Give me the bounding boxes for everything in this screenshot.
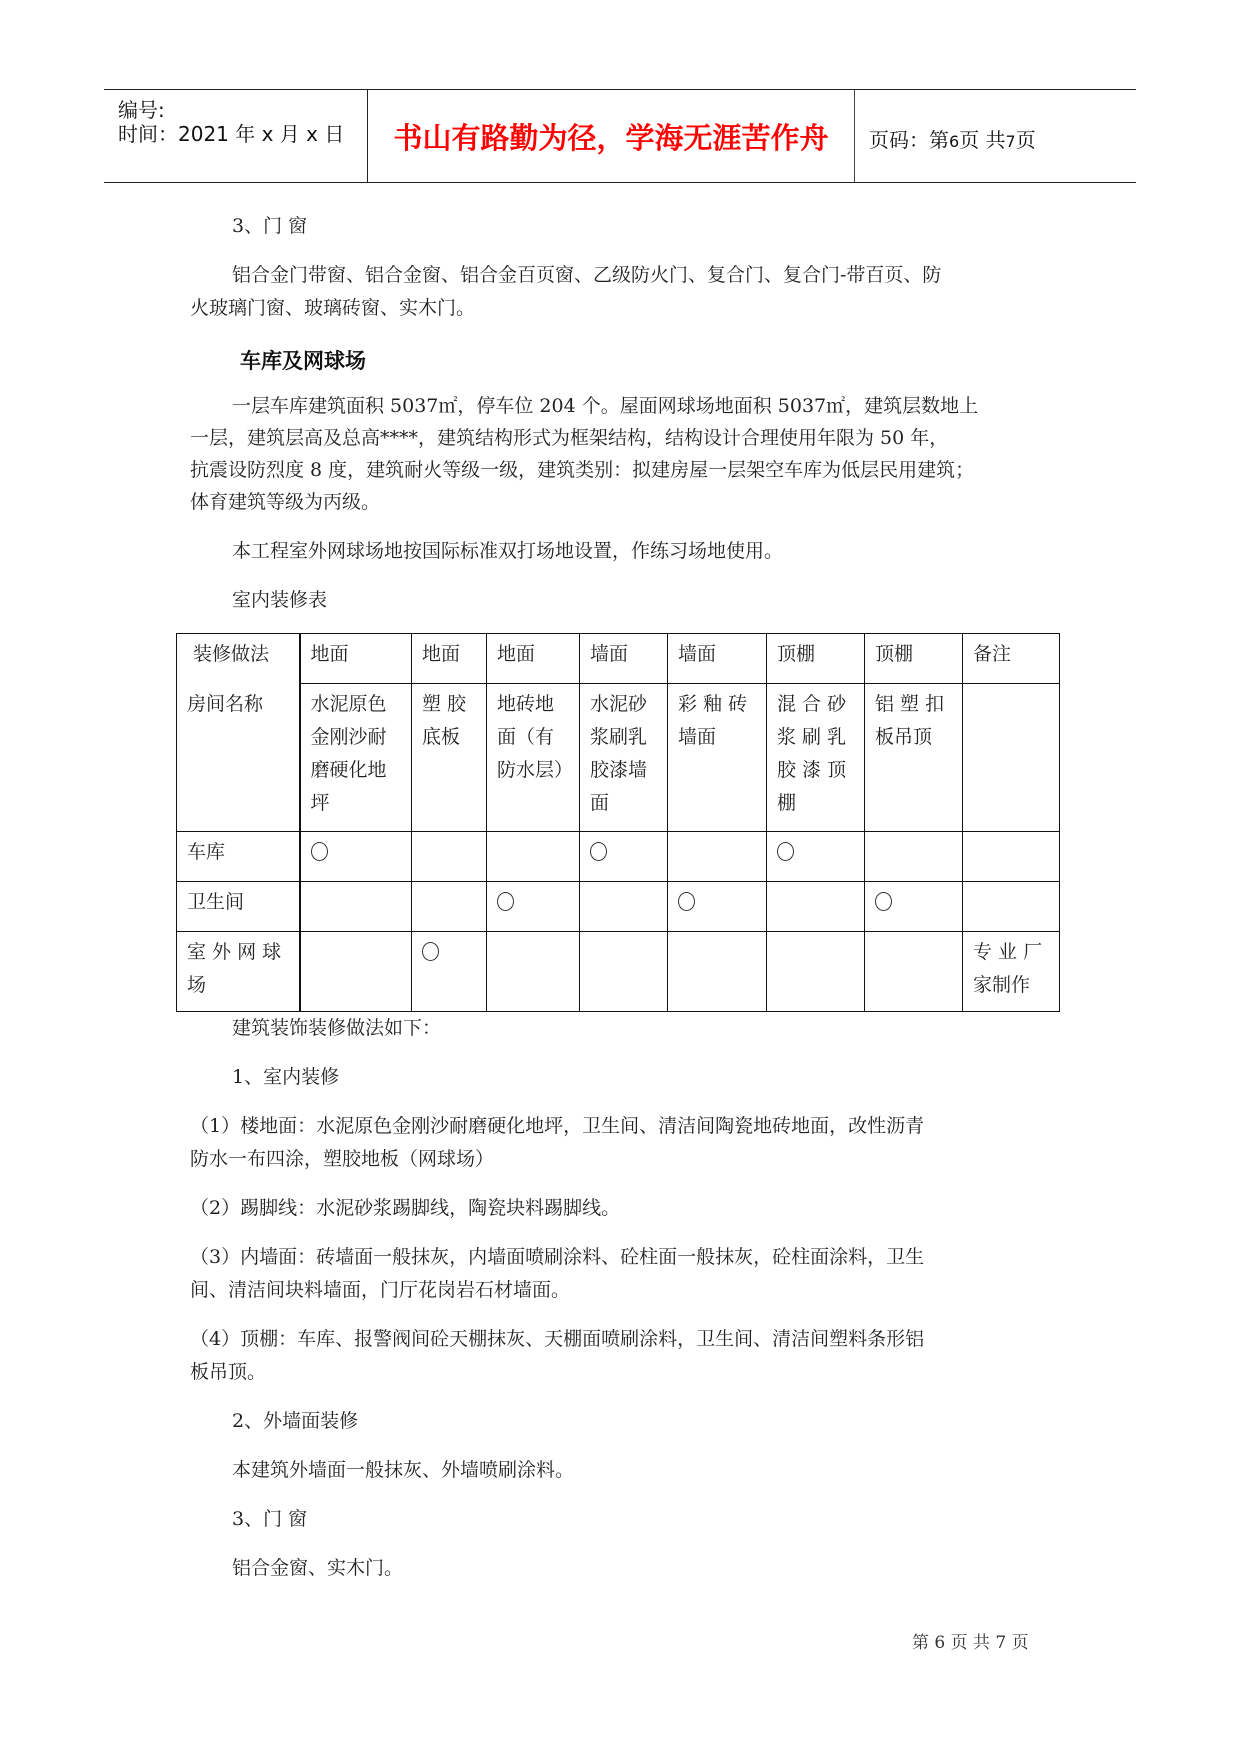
circle-mark-icon [590,842,607,861]
doors-text-line2: 火玻璃门窗、玻璃砖窗、实木门。 [190,297,476,319]
method-cell [963,684,1060,832]
exterior-text: 本建筑外墙面一般抹灰、外墙喷刷涂料。 [232,1459,575,1481]
page-current: 6 [949,132,960,151]
exterior-title: 2、外墙面装修 [232,1410,359,1432]
floor-line1: （1）楼地面：水泥原色金刚沙耐磨硬化地坪，卫生间、清洁间陶瓷地砖地面，改性沥青 [190,1115,925,1137]
ceiling-line2: 板吊顶。 [190,1361,267,1383]
mark-cell [412,832,487,882]
mark-cell [412,932,487,1012]
circle-mark-icon [311,842,328,861]
mark-cell [300,882,412,932]
mark-cell [580,832,668,882]
note-cell [963,882,1060,932]
garage-desc-line4: 体育建筑等级为丙级。 [190,491,381,513]
floor-line2: 防水一布四涂，塑胶地板（网球场） [190,1148,495,1170]
decoration-intro: 建筑装饰装修做法如下： [232,1017,442,1039]
doors-text-2: 铝合金窗、实木门。 [232,1557,404,1579]
doors-title: 3、门 窗 [232,215,308,237]
header-motto-cell [368,90,855,182]
mark-cell [865,882,963,932]
mark-cell [300,832,412,882]
corner-bottom: 房间名称 [177,684,300,832]
garage-desc-line3: 抗震设防烈度 8 度，建筑耐火等级一级，建筑类别：拟建房屋一层架空车库为低层民用建筑； [190,459,975,481]
doors-title-2: 3、门 窗 [232,1508,308,1530]
garage-desc-line2: 一层，建筑层高及总高****，建筑结构形式为框架结构，结构设计合理使用年限为 50 年， [190,427,949,449]
category-cell: 墙面 [668,634,767,684]
table-row [177,832,1060,882]
motto: 书山有路勤为径，学海无涯苦作舟 [393,121,829,155]
mark-cell [767,932,865,1012]
mark-cell [300,932,412,1012]
header-page-number [869,124,1036,153]
circle-mark-icon [422,942,439,961]
page-prefix: 页码：第 [869,128,949,152]
mark-cell [668,882,767,932]
interior-title: 1、室内装修 [232,1066,340,1088]
ceiling-line1: （4）顶棚：车库、报警阀间砼天棚抹灰、天棚面喷刷涂料，卫生间、清洁间塑料条形铝 [190,1328,925,1350]
method-cell: 水泥砂浆刷乳胶漆墙面 [580,684,668,832]
room-name-cell: 室 外 网 球 场 [177,932,300,1012]
mark-cell [487,932,580,1012]
date-label: 时间：2021 年 x 月 x 日 [118,122,345,146]
table-row [177,932,1060,1012]
category-cell: 顶棚 [767,634,865,684]
room-rows [177,832,1060,1012]
mark-cell [865,832,963,882]
garage-desc-line1: 一层车库建筑面积 5037㎡，停车位 204 个。屋面网球场地面积 5037㎡，建筑层数地上 [232,395,979,417]
wall-line2: 间、清洁间块料墙面，门厅花岗岩石材墙面。 [190,1279,571,1301]
note-cell: 专 业 厂 家制作 [963,932,1060,1012]
corner-top: 装修做法 [177,634,300,684]
decoration-table [176,633,1060,1012]
room-name-cell: 卫生间 [177,882,300,932]
method-cell: 塑 胶 底板 [412,684,487,832]
doors-text-line1: 铝合金门带窗、铝合金窗、铝合金百页窗、乙级防火门、复合门、复合门-带百页、防 [232,264,942,286]
wall-line1: （3）内墙面：砖墙面一般抹灰，内墙面喷刷涂料、砼柱面一般抹灰，砼柱面涂料，卫生 [190,1246,925,1268]
circle-mark-icon [497,892,514,911]
table-row [177,882,1060,932]
category-cell: 备注 [963,634,1060,684]
method-cell: 彩 釉 砖 墙面 [668,684,767,832]
circle-mark-icon [777,842,794,861]
method-cell: 地砖地面（有防水层） [487,684,580,832]
mark-cell [580,932,668,1012]
category-cell: 地面 [300,634,412,684]
mark-cell [487,882,580,932]
method-cell: 混 合 砂 浆 刷 乳 胶 漆 顶 棚 [767,684,865,832]
circle-mark-icon [678,892,695,911]
category-cell: 墙面 [580,634,668,684]
mark-cell [487,832,580,882]
mark-cell [865,932,963,1012]
page-footer: 第 6 页 共 7 页 [912,1633,1029,1653]
method-cell: 铝 塑 扣 板吊顶 [865,684,963,832]
method-cell: 水泥原色金刚沙耐磨硬化地坪 [300,684,412,832]
mark-cell [767,882,865,932]
mark-cell [668,932,767,1012]
category-cell: 地面 [412,634,487,684]
note-cell [963,832,1060,882]
mark-cell [412,882,487,932]
mark-cell [668,832,767,882]
mark-cell [580,882,668,932]
serial-label: 编号: [118,98,165,122]
category-cell: 地面 [487,634,580,684]
circle-mark-icon [875,892,892,911]
garage-heading: 车库及网球场 [240,349,366,373]
page-suffix: 页 [1015,128,1036,152]
page-total: 7 [1005,132,1016,151]
mark-cell [767,832,865,882]
page-mid: 页 共 [959,128,1006,152]
skirting-text: （2）踢脚线：水泥砂浆踢脚线，陶瓷块料踢脚线。 [190,1197,621,1219]
category-cell: 顶棚 [865,634,963,684]
table-header-row [177,634,1060,684]
header-page-cell [855,90,1136,182]
header-info-cell [104,90,368,182]
room-name-cell: 车库 [177,832,300,882]
tennis-note: 本工程室外网球场地按国际标准双打场地设置，作练习场地使用。 [232,540,784,562]
table-method-row [177,684,1060,832]
page-header [104,89,1136,183]
table-caption: 室内装修表 [232,589,328,611]
